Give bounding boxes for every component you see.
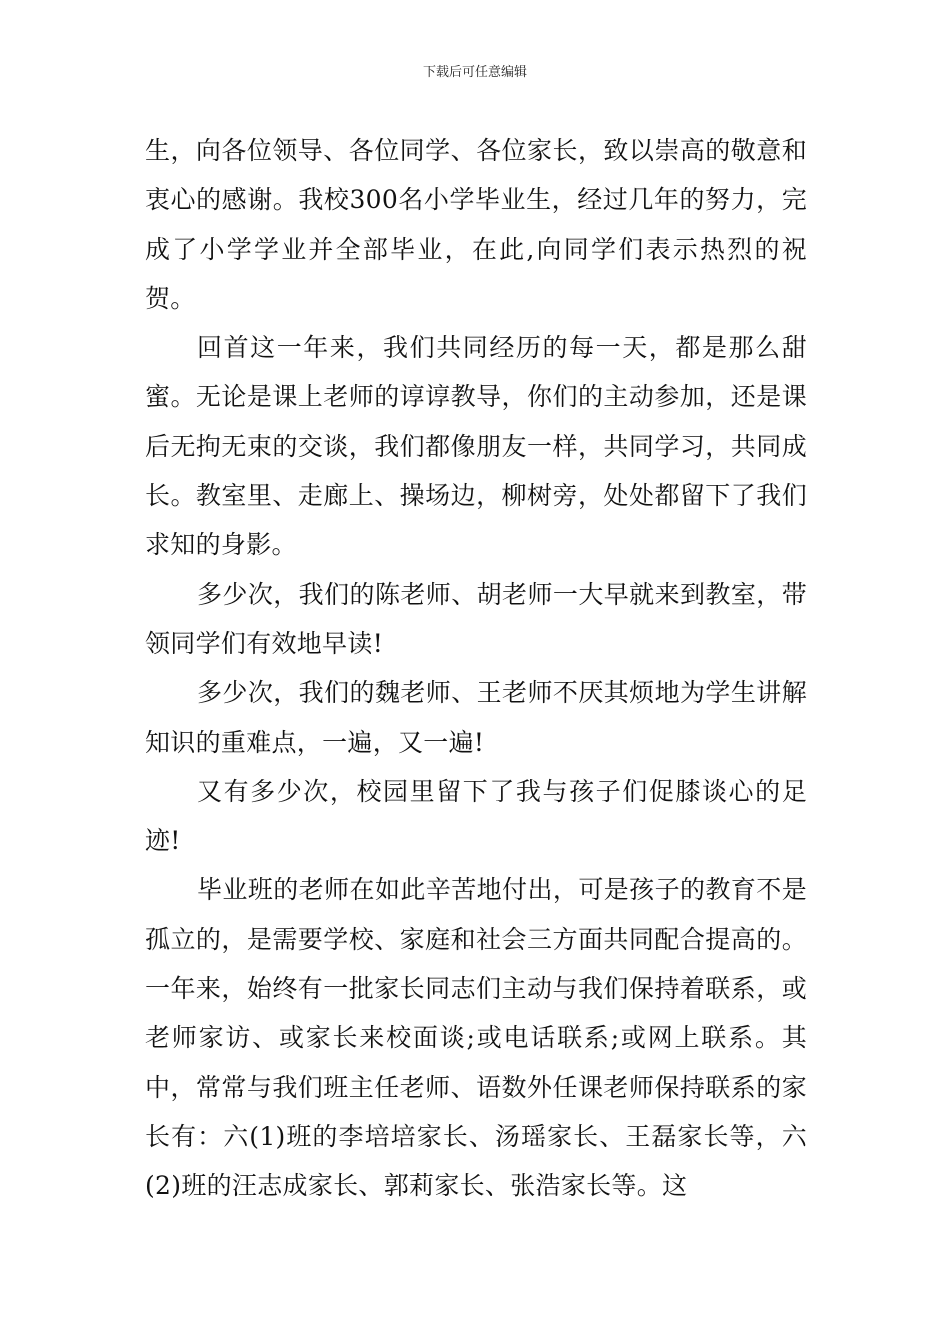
page-header: 下载后可任意编辑 [422,65,527,80]
paragraph-2: 回首这一年来，我们共同经历的每一天，都是那么甜蜜。无论是课上老师的谆谆教导，你们的主动参加，还是课后无拘无束的交谈，我们都像朋友一样，共同学习，共同成长。教室里、走廊上、操场边，柳树旁，处处都留下了我们求知的身影。 [145,333,807,560]
document-body [145,126,807,1211]
paragraph-1: 生，向各位领导、各位同学、各位家长，致以崇高的敬意和衷心的感谢。我校300名小学毕业生，经过几年的努力，完成了小学学业并全部毕业，在此,向同学们表示热烈的祝贺。 [145,136,807,313]
paragraph-3: 多少次，我们的陈老师、胡老师一大早就来到教室，带领同学们有效地早读! [145,579,807,658]
paragraph-5: 又有多少次，校园里留下了我与孩子们促膝谈心的足迹! [145,776,807,856]
paragraph-6: 毕业班的老师在如此辛苦地付出，可是孩子的教育不是孤立的，是需要学校、家庭和社会三方面共同配合提高的。一年来，始终有一批家长同志们主动与我们保持着联系，或老师家访、或家长来校面谈;或电话联系;或网上联系。其中，常常与我们班主任老师、语数外任课老师保持联系的家长有：六(1)班的李培培家长、汤瑶家长、王磊家长等，六(2)班的汪志成家长、郭莉家长、张浩家长等。这 [145,875,807,1201]
paragraph-4: 多少次，我们的魏老师、王老师不厌其烦地为学生讲解知识的重难点，一遍，又一遍! [145,678,807,757]
